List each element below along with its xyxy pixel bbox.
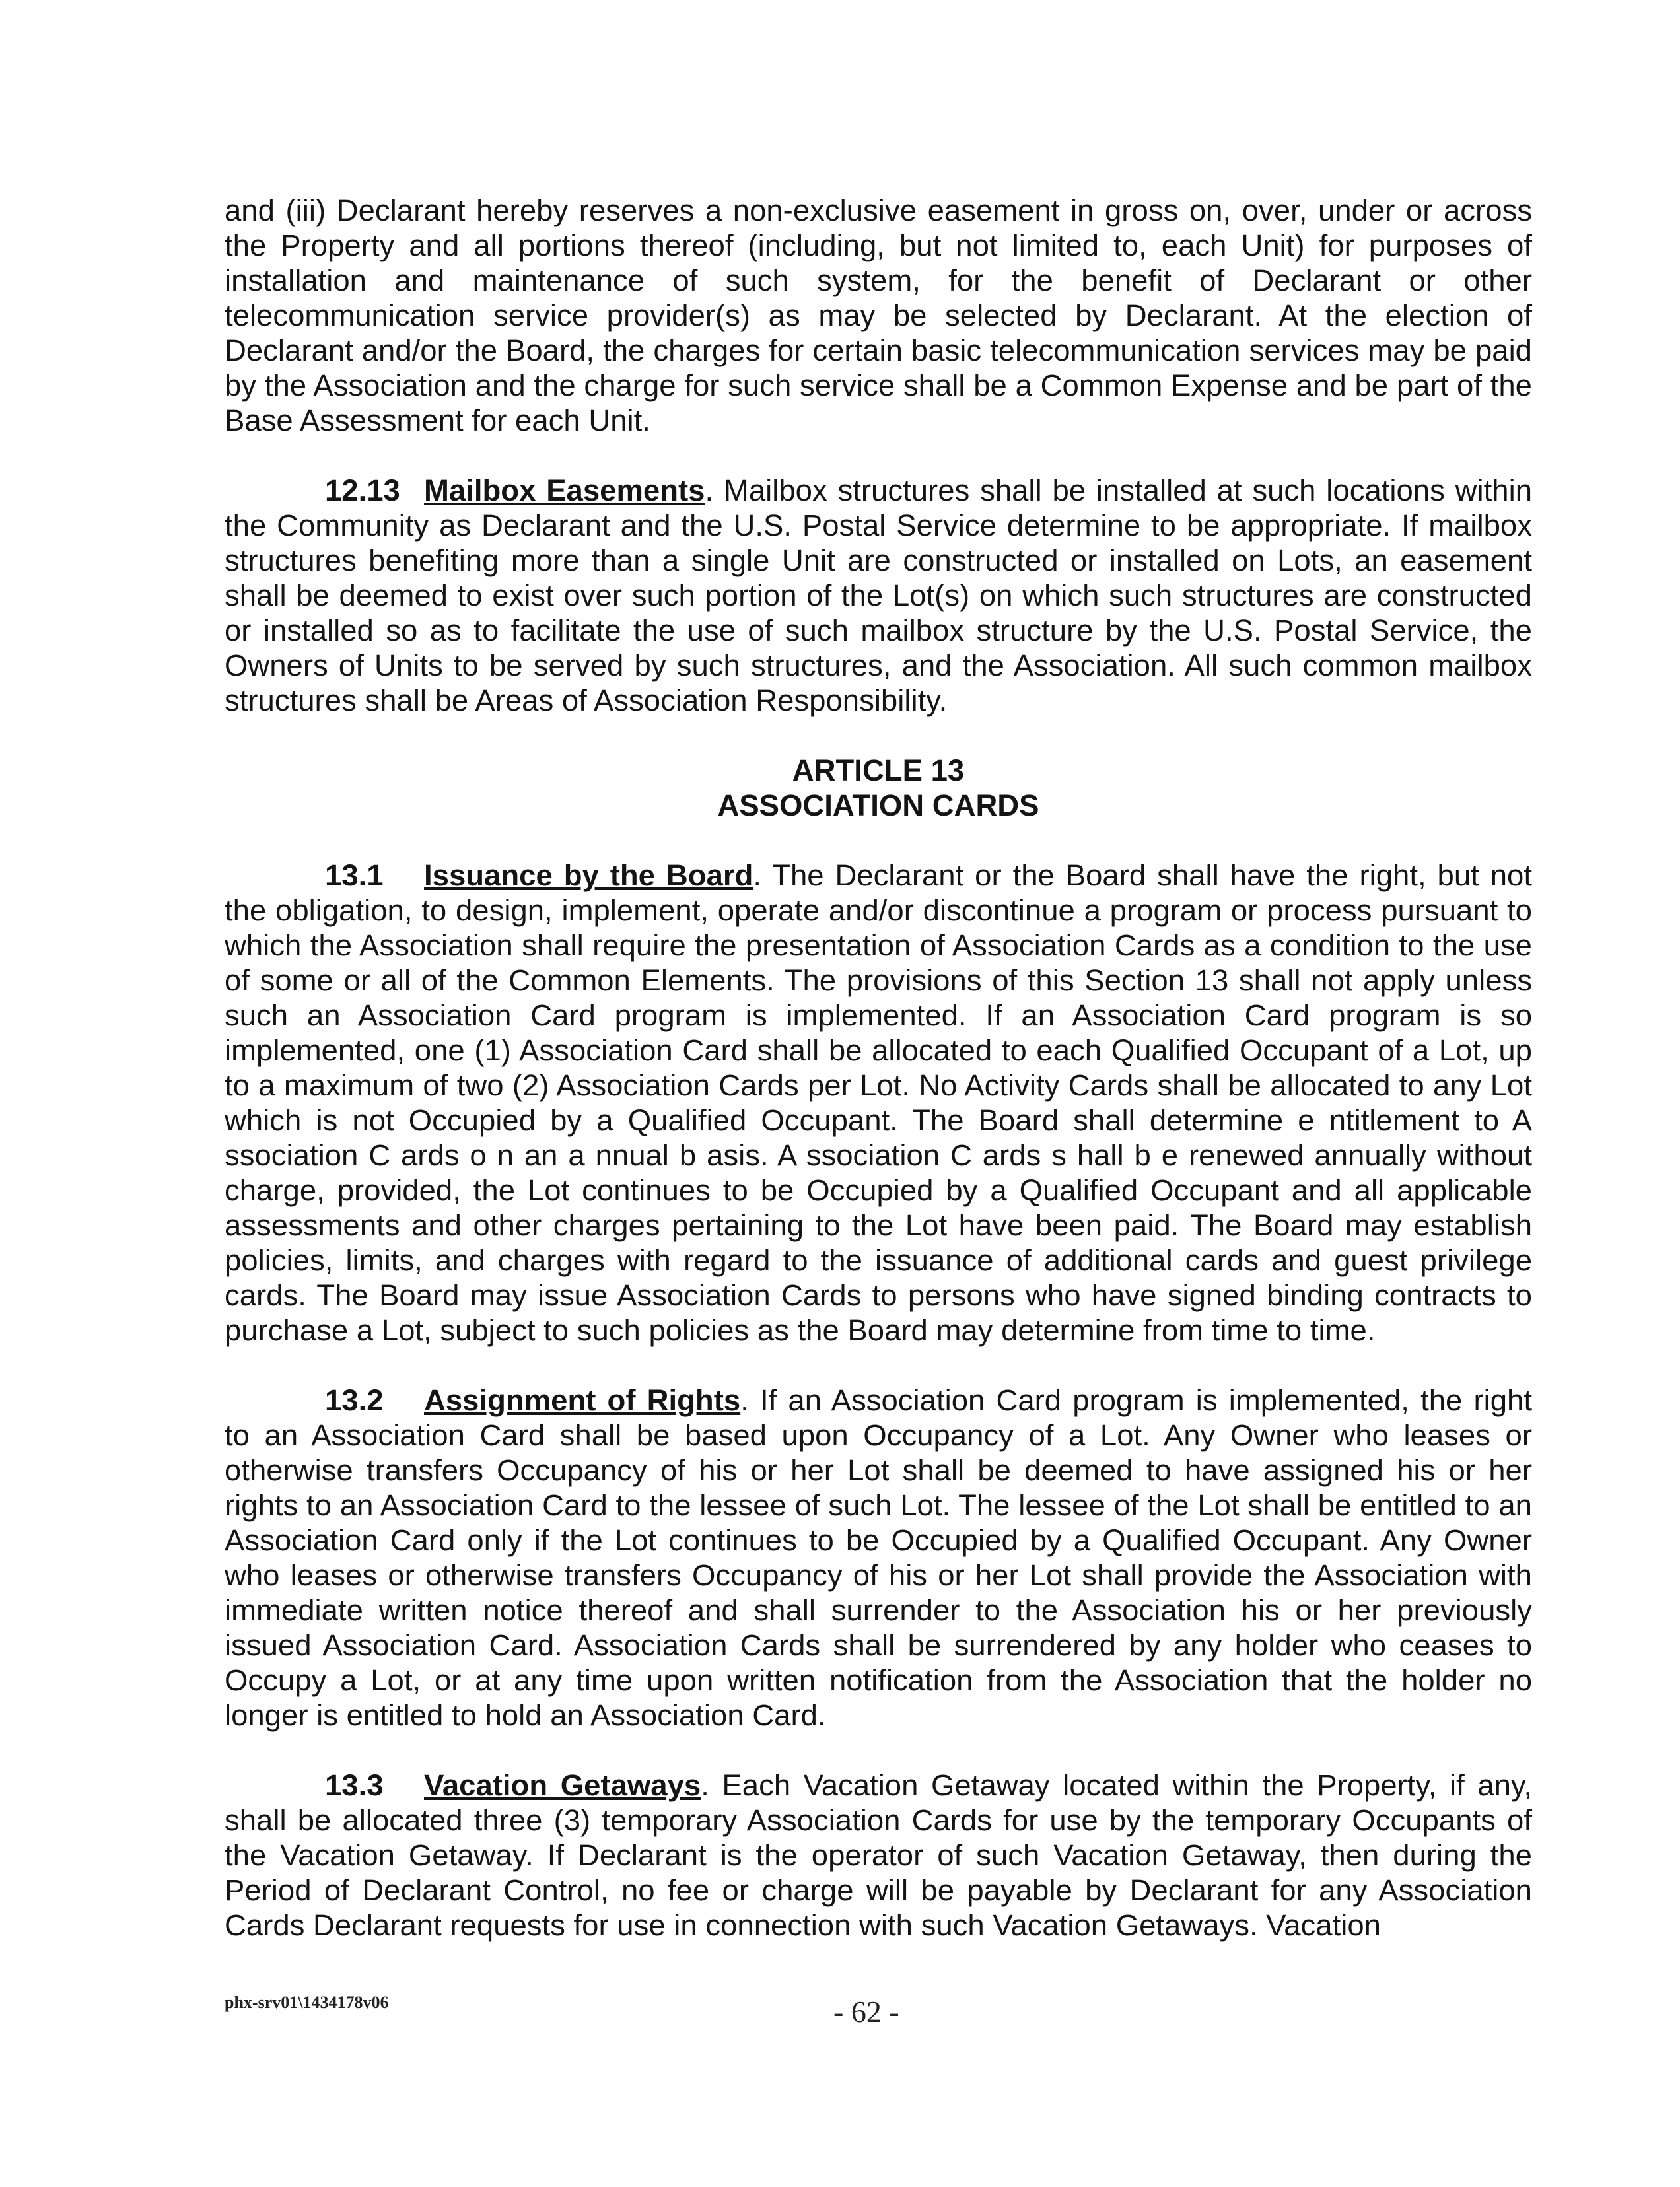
section-text: . If an Association Card program is implemented, the right to an Association Card shall be based upon Occupancy of a Lot. Any Owner who leases or otherwise transfers Occupancy of his or her Lot shall be deemed to have assigned his or her rights to an Association Card to the lessee of such Lot. The lessee of the Lot shall be entitled to an Association Card only if the Lot continues to be Occupied by a Qualified Occupant. Any Owner who leases or otherwise transfers Occupancy of his or her Lot shall provide the Association with immediate written notice thereof and shall surrender to the Association his or her previously issued Association Card. Association Cards shall be surrendered by any holder who ceases to Occupy a Lot, or at any time upon written notification from the Association that the holder no longer is entitled to hold an Association Card.: [225, 1383, 1532, 1732]
article-title: ASSOCIATION CARDS: [717, 788, 1039, 822]
section-text: . Mailbox structures shall be installed at such locations within the Community as Declarant and the U.S. Postal Service determine to be appropriate. If mailbox structures benefiting more than a single Unit are constructed or installed on Lots, an easement shall be deemed to exist over such portion of the Lot(s) on which such structures are constructed or installed so as to facilitate the use of such mailbox structure by the U.S. Postal Service, the Owners of Units to be served by such structures, and the Association. All such common mailbox structures shall be Areas of Association Responsibility.: [225, 473, 1532, 717]
section-13-2: [225, 1383, 1532, 1733]
section-number: 13.1: [325, 858, 384, 892]
opening-paragraph: and (iii) Declarant hereby reserves a non-exclusive easement in gross on, over, under or across the Property and all portions thereof (including, but not limited to, each Unit) for purposes of installation and maintenance of such system, for the benefit of Declarant or other telecommunication service provider(s) as may be selected by Declarant. At the election of Declarant and/or the Board, the charges for certain basic telecommunication services may be paid by the Association and the charge for such service shall be a Common Expense and be part of the Base Assessment for each Unit.: [225, 193, 1532, 437]
section-heading: Vacation Getaways: [424, 1768, 701, 1802]
page-number: - 62 -: [833, 1995, 899, 2029]
document-id: phx-srv01\1434178v06: [225, 1993, 389, 2012]
section-number: 13.2: [325, 1383, 384, 1417]
section-12-13: [225, 473, 1532, 718]
section-number: 13.3: [325, 1768, 384, 1802]
section-heading: Mailbox Easements: [424, 473, 705, 507]
section-13-3: [225, 1768, 1532, 1943]
section-number: 12.13: [325, 473, 400, 507]
section-text: . Each Vacation Getaway located within the Property, if any, shall be allocated three (3) temporary Association Cards for use by the temporary Occupants of the Vacation Getaway. If Declarant is the operator of such Vacation Getaway, then during the Period of Declarant Control, no fee or charge will be payable by Declarant for any Association Cards Declarant requests for use in connection with such Vacation Getaways. Vacation: [225, 1768, 1533, 1942]
article-title-block: [225, 753, 1532, 823]
section-heading: Assignment of Rights: [424, 1383, 741, 1417]
article-number: ARTICLE 13: [792, 753, 965, 787]
section-heading: Issuance by the Board: [424, 858, 753, 892]
section-13-1: [225, 858, 1532, 1348]
section-text: . The Declarant or the Board shall have the right, but not the obligation, to design, implement, operate and/or discontinue a program or process pursuant to which the Association shall require the presentation of Association Cards as a condition to the use of some or all of the Common Elements. The provisions of this Section 13 shall not apply unless such an Association Card program is implemented. If an Association Card program is so implemented, one (1) Association Card shall be allocated to each Qualified Occupant of a Lot, up to a maximum of two (2) Association Cards per Lot. No Activity Cards shall be allocated to any Lot which is not Occupied by a Qualified Occupant. The Board shall determine e ntitlement to A ssociation C ards o n an a nnual b asis. A ssociation C ards s hall b e renewed annually without charge, provided, the Lot continues to be Occupied by a Qualified Occupant and all applicable assessments and other charges pertaining to the Lot have been paid. The Board may establish policies, limits, and charges with regard to the issuance of additional cards and guest privilege cards. The Board may issue Association Cards to persons who have signed binding contracts to purchase a Lot, subject to such policies as the Board may determine from time to time.: [225, 858, 1532, 1347]
document-body: [225, 193, 1532, 1943]
